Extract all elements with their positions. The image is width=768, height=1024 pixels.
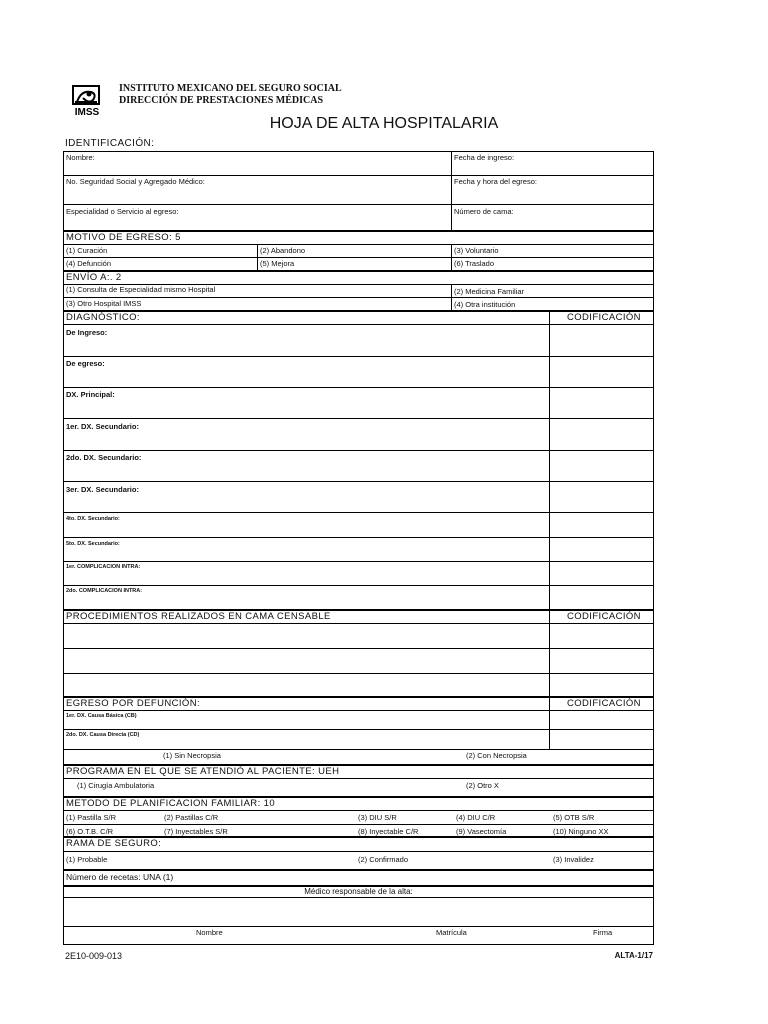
envio-option[interactable]: (1) Consulta de Especialidad mismo Hospital: [66, 285, 216, 294]
rama-header: RAMA DE SEGURO:: [66, 838, 162, 849]
medico-label: Médico responsable de la alta:: [304, 887, 413, 896]
page-title: HOJA DE ALTA HOSPITALARIA: [269, 115, 499, 132]
envio-option[interactable]: (4) Otra institución: [454, 300, 516, 309]
planificacion-option[interactable]: (6) O.T.B. C/R: [66, 827, 114, 836]
diag-row[interactable]: De Ingreso:: [66, 328, 108, 337]
diagnostico-codificacion: CODIFICACIÓN: [567, 312, 641, 323]
imss-logo: [69, 82, 105, 118]
fecha-egreso-field[interactable]: Fecha y hora del egreso:: [454, 177, 537, 186]
fecha-ingreso-field[interactable]: Fecha de ingreso:: [454, 153, 515, 162]
planificacion-option[interactable]: (10) Ninguno XX: [553, 827, 609, 836]
diag-row[interactable]: DX. Principal:: [66, 390, 115, 399]
planificacion-option[interactable]: (4) DIU C/R: [456, 813, 496, 822]
rama-option[interactable]: (2) Confirmado: [358, 855, 409, 864]
envio-header: ENVÍO A:. 2: [66, 272, 122, 283]
diag-row[interactable]: De egreso:: [66, 359, 105, 368]
identificacion-box: [63, 151, 654, 231]
especialidad-field[interactable]: Especialidad o Servicio al egreso:: [66, 207, 179, 216]
rama-option[interactable]: (3) Invalidez: [553, 855, 594, 864]
medico-firma-label: Firma: [593, 928, 613, 937]
planificacion-option[interactable]: (7) Inyectables S/R: [164, 827, 228, 836]
defuncion-codificacion: CODIFICACIÓN: [567, 698, 641, 709]
diag-row[interactable]: 3er. DX. Secundario:: [66, 485, 139, 494]
section-identificacion: IDENTIFICACIÓN:: [65, 138, 155, 149]
cama-field[interactable]: Número de cama:: [454, 207, 514, 216]
medico-nombre-label: Nombre: [196, 928, 223, 937]
nss-field[interactable]: No. Seguridad Social y Agregado Médico:: [66, 177, 205, 186]
procedimientos-header: PROCEDIMIENTOS REALIZADOS EN CAMA CENSABLE: [66, 611, 331, 622]
defuncion-row[interactable]: 2do. DX. Causa Directa (CD): [66, 732, 140, 738]
recetas-field[interactable]: Número de recetas: UNA (1): [66, 872, 174, 882]
diag-row[interactable]: 1er. DX. Secundario:: [66, 422, 139, 431]
motivo-option[interactable]: (6) Traslado: [454, 259, 495, 268]
diag-row[interactable]: 2do. COMPLICACION INTRA:: [66, 588, 143, 594]
diag-row[interactable]: 2do. DX. Secundario:: [66, 453, 142, 462]
motivo-option[interactable]: (2) Abandono: [260, 246, 306, 255]
planificacion-option[interactable]: (5) OTB S/R: [553, 813, 595, 822]
institution-block: [119, 83, 342, 107]
motivo-option[interactable]: (1) Curación: [66, 246, 108, 255]
direction-name: DIRECCIÓN DE PRESTACIONES MÉDICAS: [119, 95, 324, 106]
defuncion-row[interactable]: 1er. DX. Causa Básica (CB): [66, 713, 137, 719]
motivo-option[interactable]: (5) Mejora: [260, 259, 295, 268]
envio-option[interactable]: (3) Otro Hospital IMSS: [66, 299, 142, 308]
rama-option[interactable]: (1) Probable: [66, 855, 108, 864]
programa-header: PROGRAMA EN EL QUE SE ATENDIÓ AL PACIENTE: UEH: [66, 766, 340, 777]
programa-option[interactable]: (2) Otro X: [466, 781, 499, 790]
motivo-header: MOTIVO DE EGRESO: 5: [66, 232, 181, 243]
planificacion-header: METODO DE PLANIFICACION FAMILIAR: 10: [66, 798, 276, 809]
diagnostico-header: DIAGNÓSTICO:: [66, 312, 140, 323]
motivo-option[interactable]: (3) Voluntario: [454, 246, 499, 255]
envio-option[interactable]: (2) Medicina Familiar: [454, 287, 525, 296]
medico-matricula-label: Matrícula: [436, 928, 467, 937]
programa-option[interactable]: (1) Cirugía Ambulatoria: [77, 781, 155, 790]
logo-text: IMSS: [74, 107, 100, 118]
procedimientos-codificacion: CODIFICACIÓN: [567, 611, 641, 622]
institution-name: INSTITUTO MEXICANO DEL SEGURO SOCIAL: [119, 83, 342, 94]
diag-row[interactable]: 5to. DX. Secundario:: [66, 541, 120, 547]
sin-necropsia-option[interactable]: (1) Sin Necropsia: [163, 751, 221, 760]
con-necropsia-option[interactable]: (2) Con Necropsia: [466, 751, 527, 760]
nombre-field[interactable]: Nombre:: [66, 153, 95, 162]
diag-row[interactable]: 4to. DX. Secundario:: [66, 516, 120, 522]
planificacion-option[interactable]: (1) Pastilla S/R: [66, 813, 117, 822]
diag-row[interactable]: 1er. COMPLICACION INTRA:: [66, 564, 141, 570]
planificacion-option[interactable]: (3) DIU S/R: [358, 813, 397, 822]
defuncion-header: EGRESO POR DEFUNCIÓN:: [66, 698, 201, 709]
planificacion-option[interactable]: (8) Inyectable C/R: [358, 827, 419, 836]
form-code-left: 2E10-009-013: [65, 951, 123, 961]
planificacion-option[interactable]: (2) Pastillas C/R: [164, 813, 219, 822]
planificacion-option[interactable]: (9) Vasectomía: [456, 827, 507, 836]
motivo-option[interactable]: (4) Defunción: [66, 259, 112, 268]
form-code-right: ALTA-1/17: [614, 951, 653, 960]
